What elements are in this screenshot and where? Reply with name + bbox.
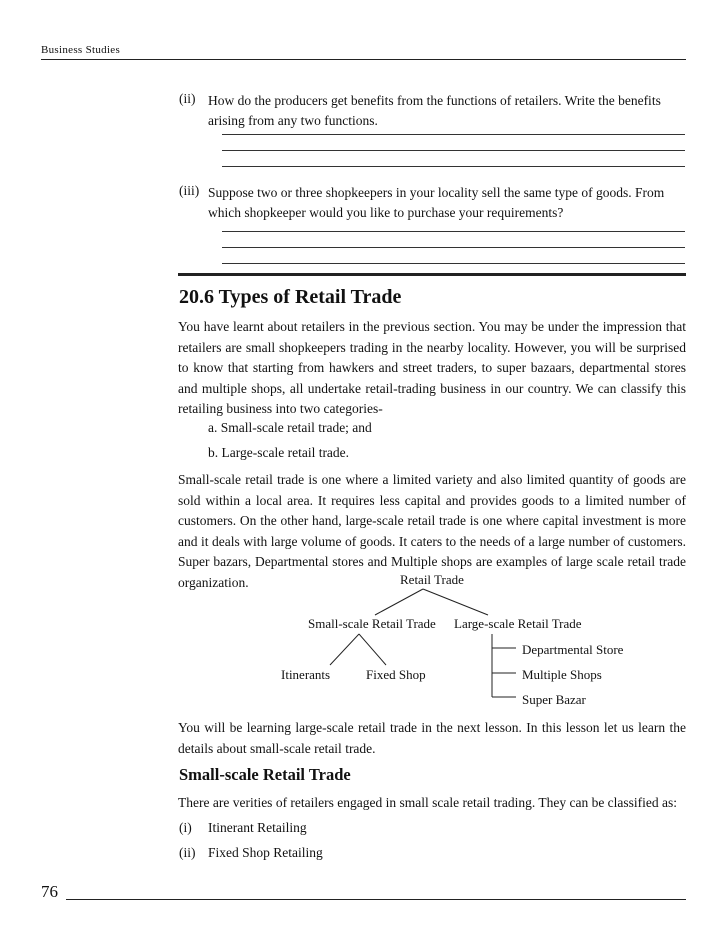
- paragraph-next-lesson: You will be learning large-scale retail trade in the next lesson. In this lesson let us learn the details about small-scale retail trade.: [178, 720, 686, 756]
- footer-rule: [66, 899, 686, 900]
- paragraph-intro: You have learnt about retailers in the previous section. You may be under the impression that retailers are small shopkeepers trading in the nearby locality. However, you will be surprised to know that starting from hawkers and street traders, to super bazaars, departmental stores and multiple shops, all undertake retail-trading business in our country. We can classify this retailing business into two categories-: [178, 319, 686, 416]
- diagram-node-retail-trade: Retail Trade: [400, 572, 464, 587]
- question-3-number: (iii): [179, 183, 200, 198]
- connector-line: [375, 589, 423, 615]
- section-title: 20.6 Types of Retail Trade: [179, 286, 402, 308]
- page-number: 76: [41, 882, 58, 901]
- question-2-number: (ii): [179, 91, 196, 106]
- diagram-node-small-scale: Small-scale Retail Trade: [308, 616, 436, 631]
- classification-item-number: (i): [179, 820, 192, 835]
- subsection-title: Small-scale Retail Trade: [179, 765, 351, 784]
- connector-line: [423, 589, 488, 615]
- question-2-text: How do the producers get benefits from the functions of retailers. Write the benefits arising from any two functions.: [208, 93, 661, 128]
- category-item-b: b. Large-scale retail trade.: [208, 445, 350, 460]
- diagram-node-super-bazar: Super Bazar: [522, 692, 586, 707]
- diagram-node-itinerants: Itinerants: [281, 667, 331, 682]
- connector-line: [359, 634, 386, 665]
- classification-item-number: (ii): [179, 845, 196, 860]
- paragraph-definitions: Small-scale retail trade is one where a limited variety and also limited quantity of goods are sold within a local area. It requires less capital and provides goods to a limited number of customers. On the other hand, large-scale retail trade is one where capital investment is more and it deals with large volume of goods. It caters to the needs of a large number of customers. Super bazars, Departmental stores and Multiple shops are examples of large scale retail trade organization.: [178, 472, 686, 590]
- connector-line: [330, 634, 359, 665]
- diagram-node-large-scale: Large-scale Retail Trade: [454, 616, 582, 631]
- category-item-a: a. Small-scale retail trade; and: [208, 420, 372, 435]
- diagram-node-departmental-store: Departmental Store: [522, 642, 624, 657]
- diagram-node-fixed-shop: Fixed Shop: [366, 667, 426, 682]
- question-3-text: Suppose two or three shopkeepers in your locality sell the same type of goods. From which shopkeeper would you like to purchase your requirements?: [208, 185, 665, 220]
- classification-item-label: Itinerant Retailing: [208, 820, 307, 835]
- classification-item-label: Fixed Shop Retailing: [208, 845, 323, 860]
- diagram-node-multiple-shops: Multiple Shops: [522, 667, 602, 682]
- subsection-intro: There are verities of retailers engaged in small scale retail trading. They can be classified as:: [178, 795, 678, 810]
- running-header: Business Studies: [41, 44, 121, 56]
